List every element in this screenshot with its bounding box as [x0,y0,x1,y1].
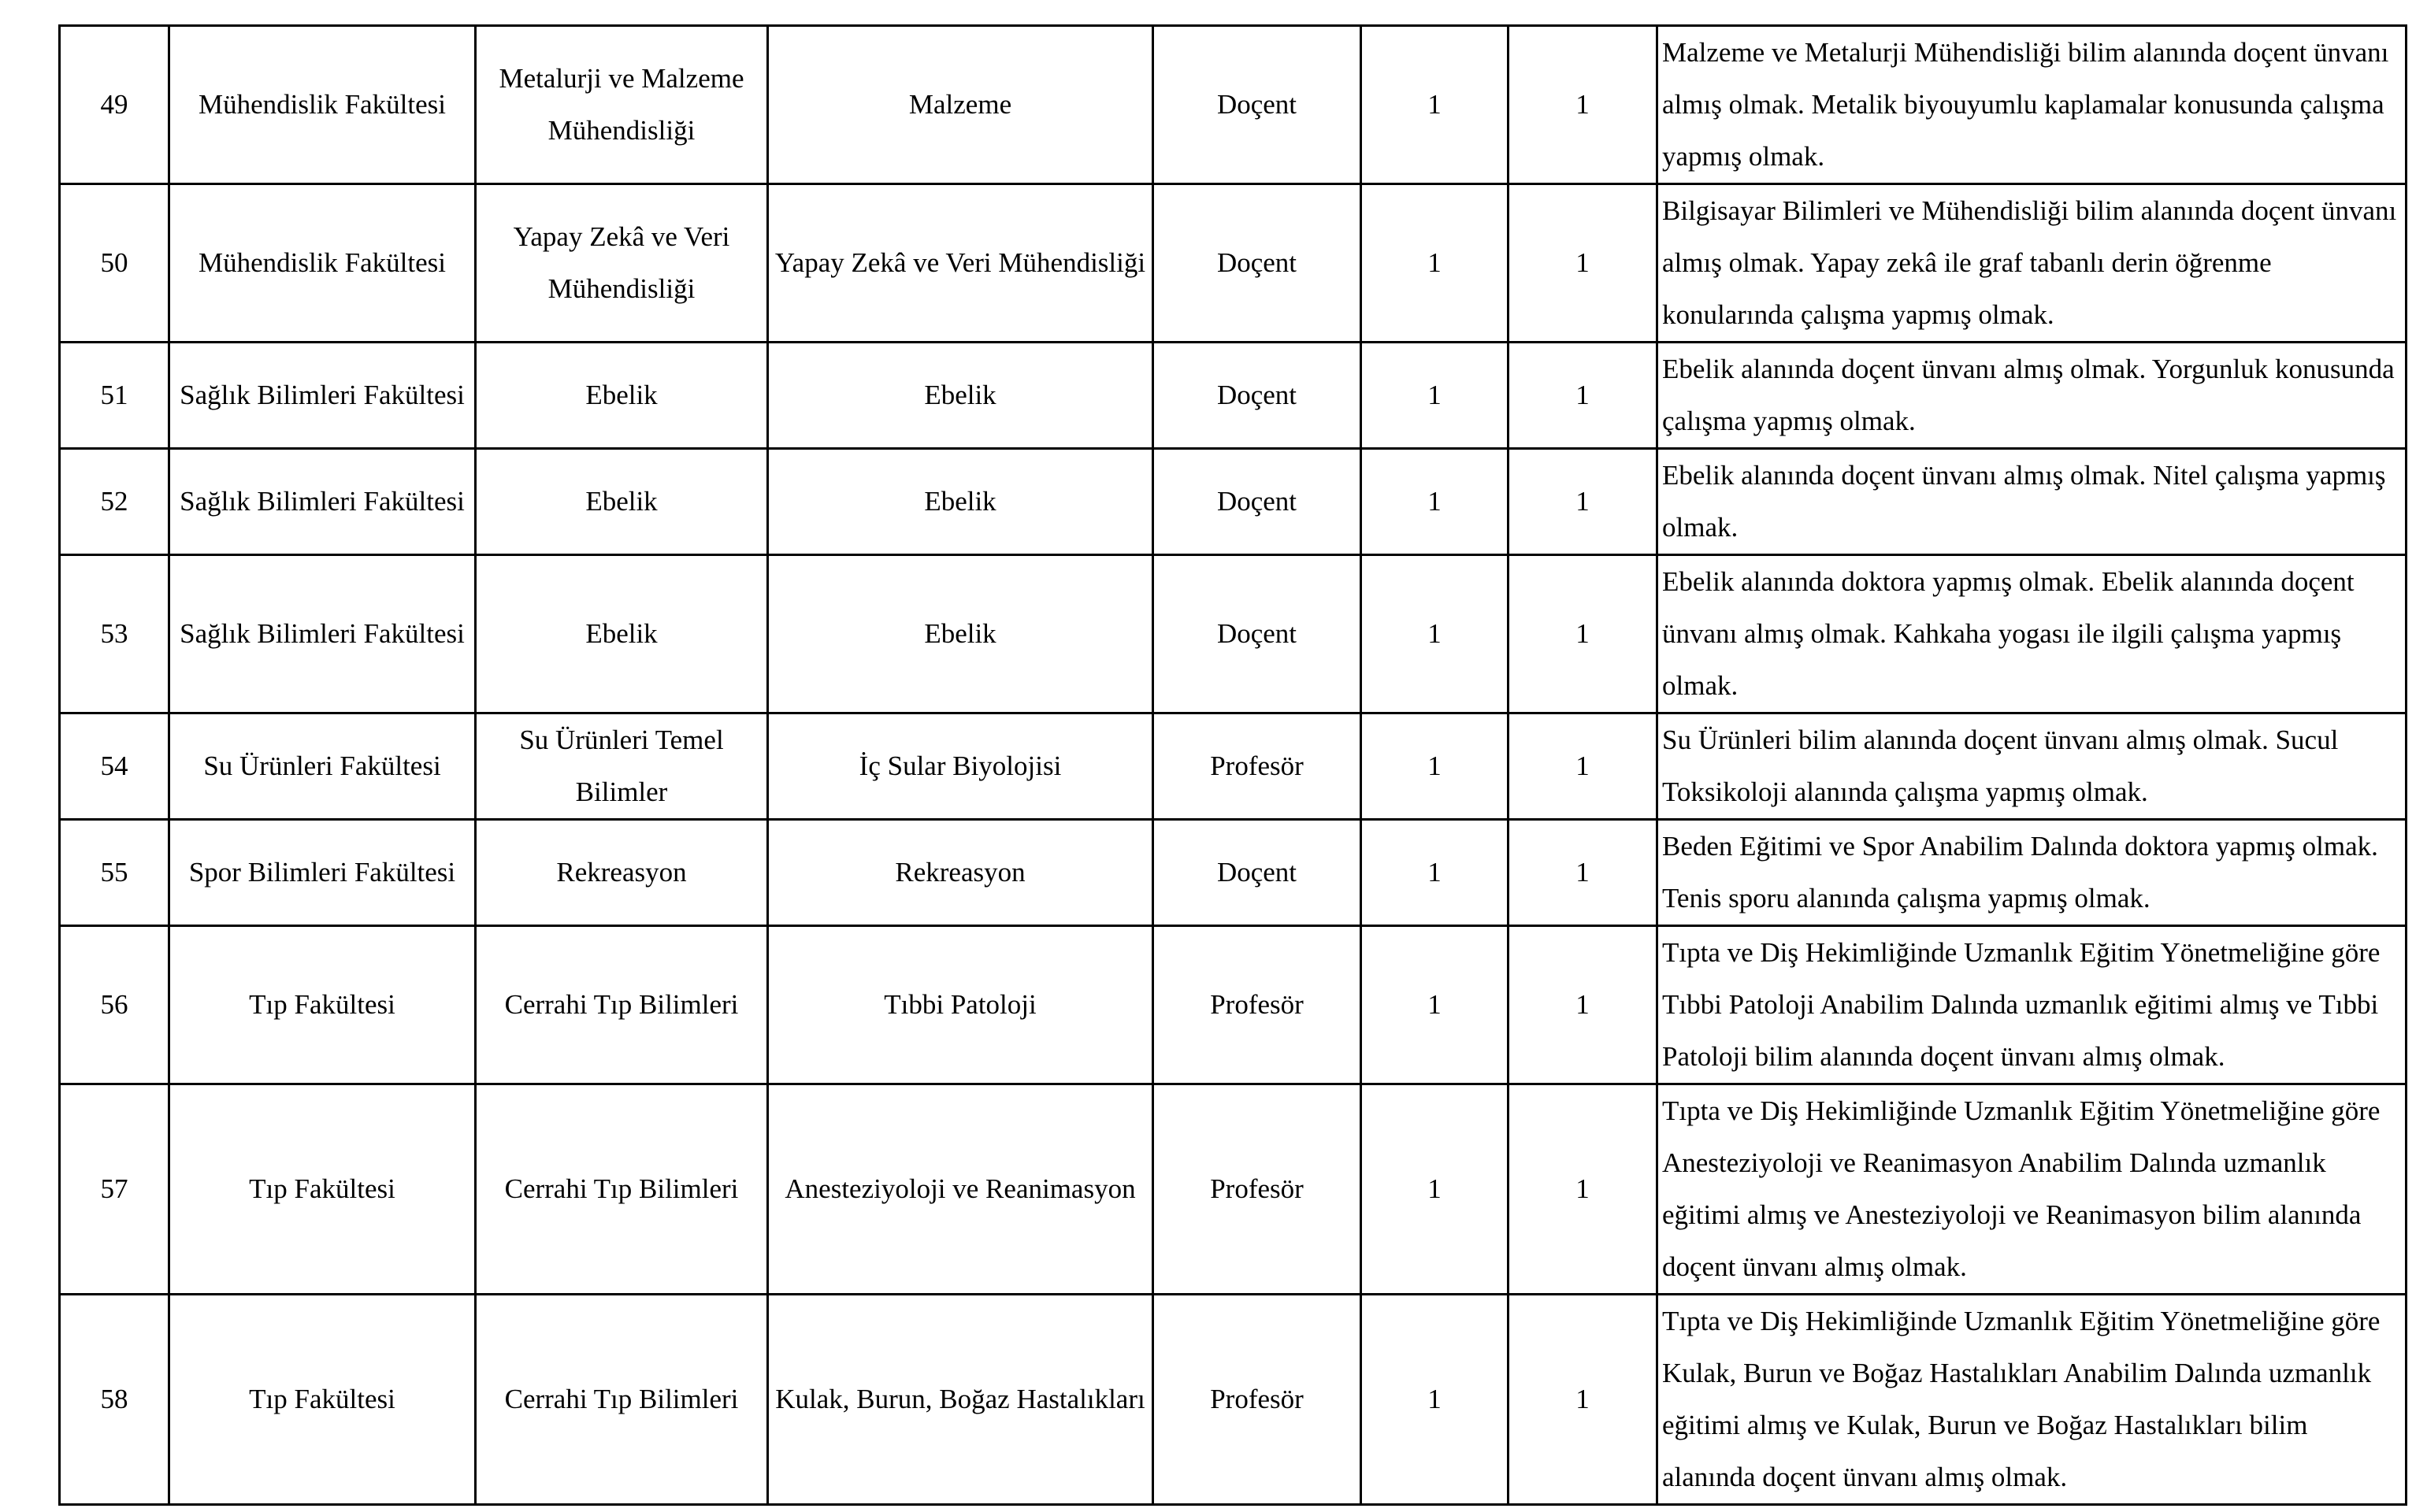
count-cell: 1 [1509,343,1657,449]
field-cell: Ebelik [768,555,1153,713]
requirement-cell: Su Ürünleri bilim alanında doçent ünvanı almış olmak. Sucul Toksikoloji alanında çalışma yapmış olmak. [1657,713,2407,820]
table-row [60,555,2407,713]
row-number: 58 [60,1295,169,1505]
title-cell: Doçent [1153,820,1361,926]
count-cell: 1 [1361,1295,1509,1505]
count-cell: 1 [1361,184,1509,343]
field-cell: Tıbbi Patoloji [768,926,1153,1084]
table-row [60,713,2407,820]
requirement-cell: Malzeme ve Metalurji Mühendisliği bilim alanında doçent ünvanı almış olmak. Metalik biyouyumlu kaplamalar konusunda çalışma yapmış olmak. [1657,26,2407,184]
count-cell: 1 [1361,555,1509,713]
count-cell: 1 [1361,713,1509,820]
title-cell: Profesör [1153,1295,1361,1505]
table-row [60,343,2407,449]
row-number: 52 [60,449,169,555]
department-cell: Ebelik [476,449,768,555]
title-cell: Doçent [1153,555,1361,713]
count-cell: 1 [1509,713,1657,820]
table-row [60,820,2407,926]
row-number: 55 [60,820,169,926]
requirement-cell: Ebelik alanında doçent ünvanı almış olmak. Nitel çalışma yapmış olmak. [1657,449,2407,555]
row-number: 54 [60,713,169,820]
field-cell: Kulak, Burun, Boğaz Hastalıkları [768,1295,1153,1505]
requirement-cell: Beden Eğitimi ve Spor Anabilim Dalında doktora yapmış olmak. Tenis sporu alanında çalışma yapmış olmak. [1657,820,2407,926]
row-number: 49 [60,26,169,184]
count-cell: 1 [1509,184,1657,343]
count-cell: 1 [1509,26,1657,184]
faculty-cell: Sağlık Bilimleri Fakültesi [169,555,476,713]
count-cell: 1 [1509,449,1657,555]
count-cell: 1 [1361,26,1509,184]
department-cell: Cerrahi Tıp Bilimleri [476,1295,768,1505]
field-cell: Malzeme [768,26,1153,184]
table-row [60,926,2407,1084]
count-cell: 1 [1509,926,1657,1084]
department-cell: Metalurji ve Malzeme Mühendisliği [476,26,768,184]
title-cell: Doçent [1153,343,1361,449]
faculty-cell: Su Ürünleri Fakültesi [169,713,476,820]
department-cell: Cerrahi Tıp Bilimleri [476,926,768,1084]
title-cell: Profesör [1153,713,1361,820]
count-cell: 1 [1509,1295,1657,1505]
department-cell: Cerrahi Tıp Bilimleri [476,1084,768,1295]
department-cell: Ebelik [476,343,768,449]
faculty-cell: Sağlık Bilimleri Fakültesi [169,449,476,555]
requirement-cell: Ebelik alanında doçent ünvanı almış olmak. Yorgunluk konusunda çalışma yapmış olmak. [1657,343,2407,449]
count-cell: 1 [1361,820,1509,926]
requirement-cell: Tıpta ve Diş Hekimliğinde Uzmanlık Eğitim Yönetmeliğine göre Kulak, Burun ve Boğaz Hastalıkları Anabilim Dalında uzmanlık eğitimi almış ve Kulak, Burun ve Boğaz Hastalıkları bilim alanında doçent ünvanı almış olmak. [1657,1295,2407,1505]
count-cell: 1 [1509,1084,1657,1295]
field-cell: Ebelik [768,343,1153,449]
faculty-cell: Tıp Fakültesi [169,1295,476,1505]
field-cell: İç Sular Biyolojisi [768,713,1153,820]
count-cell: 1 [1361,926,1509,1084]
table-row [60,449,2407,555]
requirement-cell: Tıpta ve Diş Hekimliğinde Uzmanlık Eğitim Yönetmeliğine göre Anesteziyoloji ve Reanimasyon Anabilim Dalında uzmanlık eğitimi almış ve Anesteziyoloji ve Reanimasyon bilim alanında doçent ünvanı almış olmak. [1657,1084,2407,1295]
table-row [60,26,2407,184]
row-number: 56 [60,926,169,1084]
field-cell: Anesteziyoloji ve Reanimasyon [768,1084,1153,1295]
faculty-cell: Sağlık Bilimleri Fakültesi [169,343,476,449]
table-row [60,1295,2407,1505]
requirement-cell: Bilgisayar Bilimleri ve Mühendisliği bilim alanında doçent ünvanı almış olmak. Yapay zekâ ile graf tabanlı derin öğrenme konularında çalışma yapmış olmak. [1657,184,2407,343]
count-cell: 1 [1509,820,1657,926]
faculty-cell: Mühendislik Fakültesi [169,26,476,184]
row-number: 50 [60,184,169,343]
field-cell: Rekreasyon [768,820,1153,926]
table-row [60,184,2407,343]
count-cell: 1 [1509,555,1657,713]
faculty-cell: Tıp Fakültesi [169,1084,476,1295]
table-row [60,1084,2407,1295]
department-cell: Ebelik [476,555,768,713]
title-cell: Profesör [1153,926,1361,1084]
department-cell: Rekreasyon [476,820,768,926]
faculty-cell: Mühendislik Fakültesi [169,184,476,343]
count-cell: 1 [1361,1084,1509,1295]
title-cell: Doçent [1153,26,1361,184]
field-cell: Yapay Zekâ ve Veri Mühendisliği [768,184,1153,343]
count-cell: 1 [1361,449,1509,555]
department-cell: Su Ürünleri Temel Bilimler [476,713,768,820]
faculty-cell: Tıp Fakültesi [169,926,476,1084]
row-number: 53 [60,555,169,713]
title-cell: Doçent [1153,449,1361,555]
count-cell: 1 [1361,343,1509,449]
department-cell: Yapay Zekâ ve Veri Mühendisliği [476,184,768,343]
row-number: 57 [60,1084,169,1295]
title-cell: Profesör [1153,1084,1361,1295]
requirement-cell: Tıpta ve Diş Hekimliğinde Uzmanlık Eğitim Yönetmeliğine göre Tıbbi Patoloji Anabilim Dalında uzmanlık eğitimi almış ve Tıbbi Patoloji bilim alanında doçent ünvanı almış olmak. [1657,926,2407,1084]
field-cell: Ebelik [768,449,1153,555]
requirement-cell: Ebelik alanında doktora yapmış olmak. Ebelik alanında doçent ünvanı almış olmak. Kahkaha yogası ile ilgili çalışma yapmış olmak. [1657,555,2407,713]
row-number: 51 [60,343,169,449]
positions-table [58,24,2407,1506]
faculty-cell: Spor Bilimleri Fakültesi [169,820,476,926]
title-cell: Doçent [1153,184,1361,343]
